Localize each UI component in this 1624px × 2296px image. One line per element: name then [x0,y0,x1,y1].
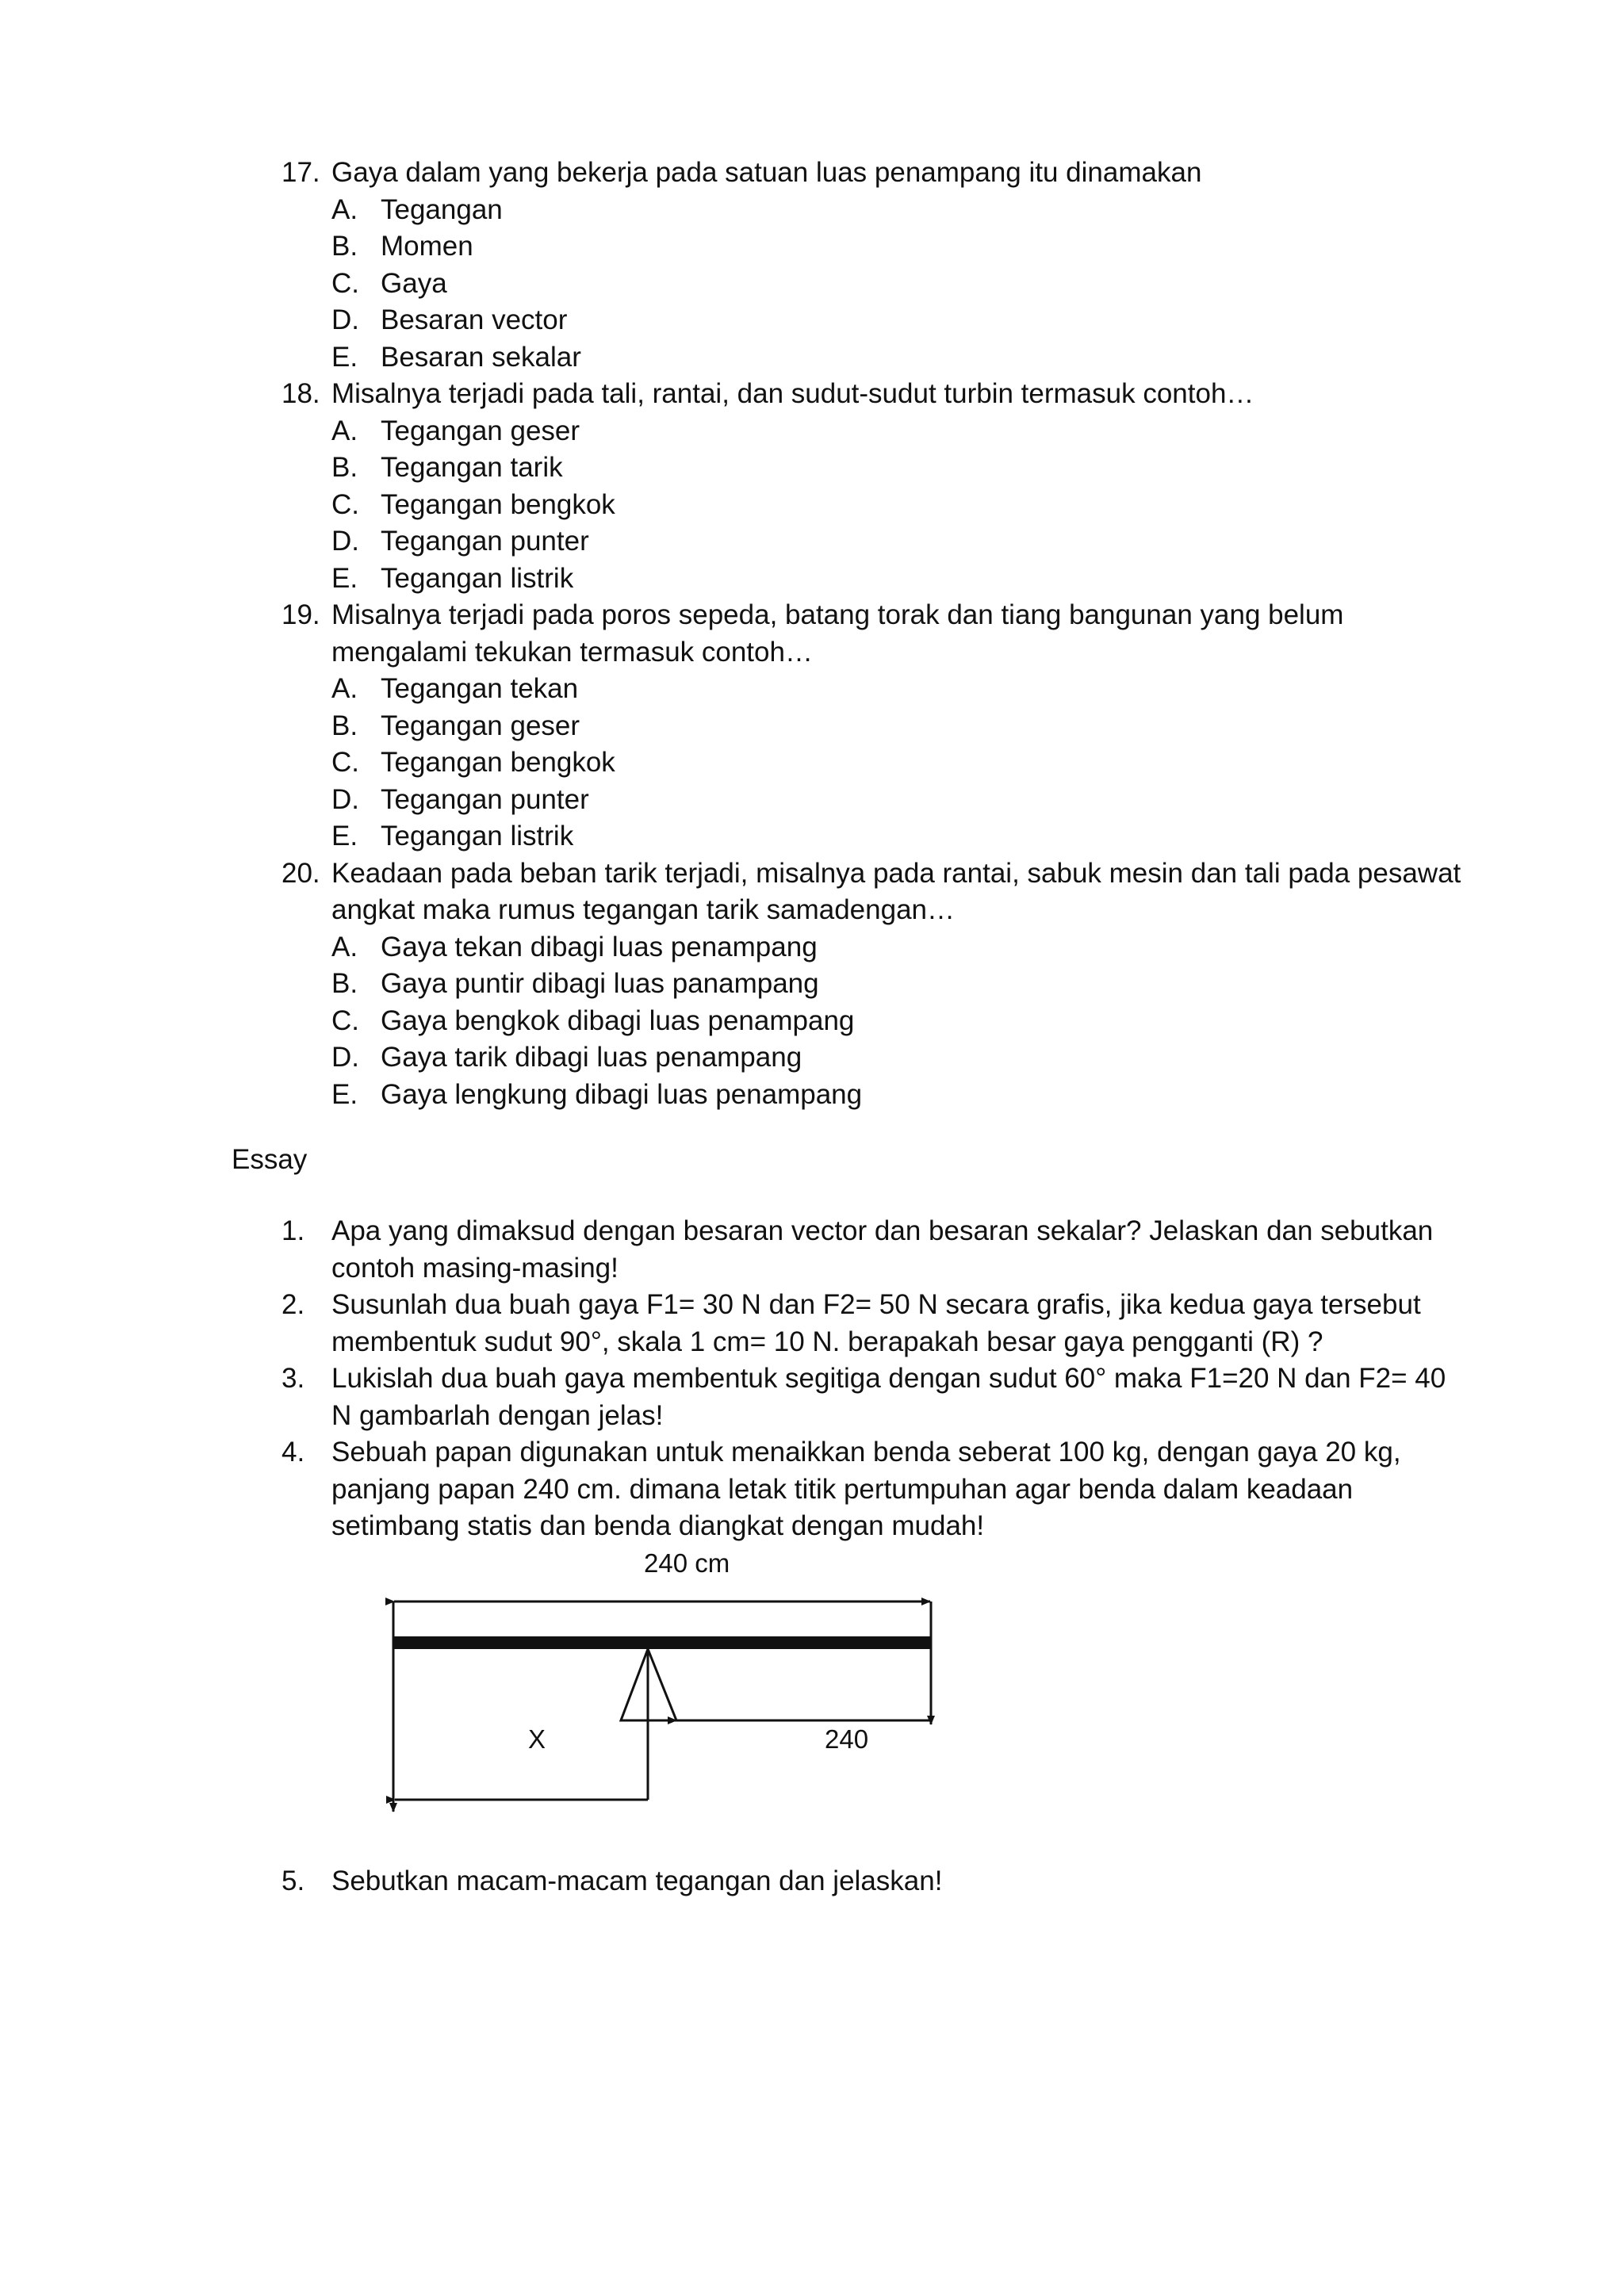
option-18e [0,561,1624,598]
option-text: Tegangan listrik [381,562,574,594]
option-letter: C. [331,747,359,778]
question-number: 17. [282,157,320,188]
option-letter: A. [331,673,358,704]
option-20b [0,966,1624,1003]
option-20c [0,1003,1624,1040]
question-17 [0,155,1624,192]
essay-question-1 [0,1213,1624,1287]
option-text: Tegangan geser [381,710,580,741]
option-17c [0,266,1624,303]
option-text: Tegangan tarik [381,452,563,483]
question-number: 19. [282,599,320,630]
option-letter: A. [331,193,358,225]
option-text: Tegangan punter [381,526,589,557]
essay-text: Lukislah dua buah gaya membentuk segitiga dengan sudut 60° maka F1=20 N dan F2= 40 N gambarlah dengan jelas! [331,1363,1446,1431]
option-20d [0,1039,1624,1077]
option-letter: D. [331,783,359,815]
label-240: 240 [825,1724,869,1754]
essay-number: 3. [282,1363,305,1394]
option-text: Besaran sekalar [381,341,581,373]
option-17e [0,339,1624,377]
option-letter: E. [331,341,358,373]
option-20a [0,929,1624,966]
option-letter: D. [331,526,359,557]
label-x: X [528,1724,546,1754]
option-18d [0,523,1624,561]
option-text: Tegangan tekan [381,673,579,704]
question-text: Misalnya terjadi pada tali, rantai, dan sudut-sudut turbin termasuk contoh… [331,378,1254,409]
option-letter: B. [331,710,358,741]
multiple-choice-section [0,155,1624,1113]
option-19a [0,671,1624,708]
option-letter: A. [331,931,358,962]
option-18a [0,413,1624,450]
option-text: Tegangan geser [381,415,580,446]
option-letter: E. [331,562,358,594]
essay-text: Sebutkan macam-macam tegangan dan jelaskan! [331,1866,943,1896]
option-20e [0,1077,1624,1114]
option-text: Gaya [381,267,447,299]
question-number: 18. [282,378,320,409]
question-20 [0,855,1624,929]
option-18c [0,487,1624,524]
question-text: Gaya dalam yang bekerja pada satuan luas penampang itu dinamakan [331,157,1202,188]
option-17b [0,228,1624,266]
option-text: Gaya lengkung dibagi luas penampang [381,1078,863,1110]
option-19c [0,744,1624,782]
option-text: Gaya bengkok dibagi luas penampang [381,1004,855,1036]
option-text: Tegangan punter [381,783,589,815]
essay-number: 4. [282,1437,305,1468]
essay-question-5 [0,1863,1624,1900]
label-240cm: 240 cm [644,1548,730,1578]
option-letter: D. [331,304,359,335]
question-18 [0,376,1624,413]
option-letter: D. [331,1042,359,1073]
option-text: Gaya tekan dibagi luas penampang [381,931,818,962]
option-19d [0,782,1624,819]
option-letter: B. [331,231,358,262]
option-text: Tegangan bengkok [381,488,615,520]
option-text: Tegangan [381,193,503,225]
essay-number: 1. [282,1215,305,1246]
option-19e [0,818,1624,855]
option-text: Tegangan listrik [381,821,574,851]
option-17a [0,192,1624,229]
option-letter: C. [331,488,359,520]
essay-question-3 [0,1360,1624,1434]
question-text: Keadaan pada beban tarik terjadi, misalnya pada rantai, sabuk mesin dan tali pada pesawat angkat maka rumus tegangan tarik samadengan… [331,857,1461,925]
question-text: Misalnya terjadi pada poros sepeda, batang torak dan tiang bangunan yang belum mengalami tekukan termasuk contoh… [331,599,1344,668]
lever-diagram-svg [373,1546,975,1839]
option-text: Gaya tarik dibagi luas penampang [381,1042,802,1073]
option-letter: E. [331,1078,358,1110]
option-text: Tegangan bengkok [381,747,615,778]
option-17d [0,302,1624,339]
essay-question-4 [0,1434,1624,1545]
option-text: Momen [381,231,473,262]
essay-heading: Essay [232,1144,308,1175]
option-letter: E. [331,821,358,851]
essay-text: Apa yang dimaksud dengan besaran vector dan besaran sekalar? Jelaskan dan sebutkan contoh masing-masing! [331,1215,1434,1284]
option-18b [0,450,1624,487]
essay-questions [0,1213,1624,1545]
question-number: 20. [282,857,320,889]
option-19b [0,708,1624,745]
essay-text: Susunlah dua buah gaya F1= 30 N dan F2= 50 N secara grafis, jika kedua gaya tersebut membentuk sudut 90°, skala 1 cm= 10 N. berapakah besar gaya pengganti (R) ? [331,1289,1421,1357]
option-letter: B. [331,968,358,999]
essay-number: 2. [282,1289,305,1320]
essay-question-2 [0,1287,1624,1360]
essay-number: 5. [282,1866,305,1896]
option-letter: C. [331,267,359,299]
essay-text: Sebuah papan digunakan untuk menaikkan benda seberat 100 kg, dengan gaya 20 kg, panjang papan 240 cm. dimana letak titik pertumpuhan agar benda dalam keadaan setimbang statis dan benda diangkat dengan mudah! [331,1437,1401,1541]
board [393,1636,931,1649]
lever-diagram [373,1546,975,1839]
option-text: Gaya puntir dibagi luas panampang [381,968,819,999]
option-letter: A. [331,415,358,446]
question-19 [0,597,1624,671]
option-letter: B. [331,452,358,483]
option-text: Besaran vector [381,304,568,335]
option-letter: C. [331,1004,359,1036]
